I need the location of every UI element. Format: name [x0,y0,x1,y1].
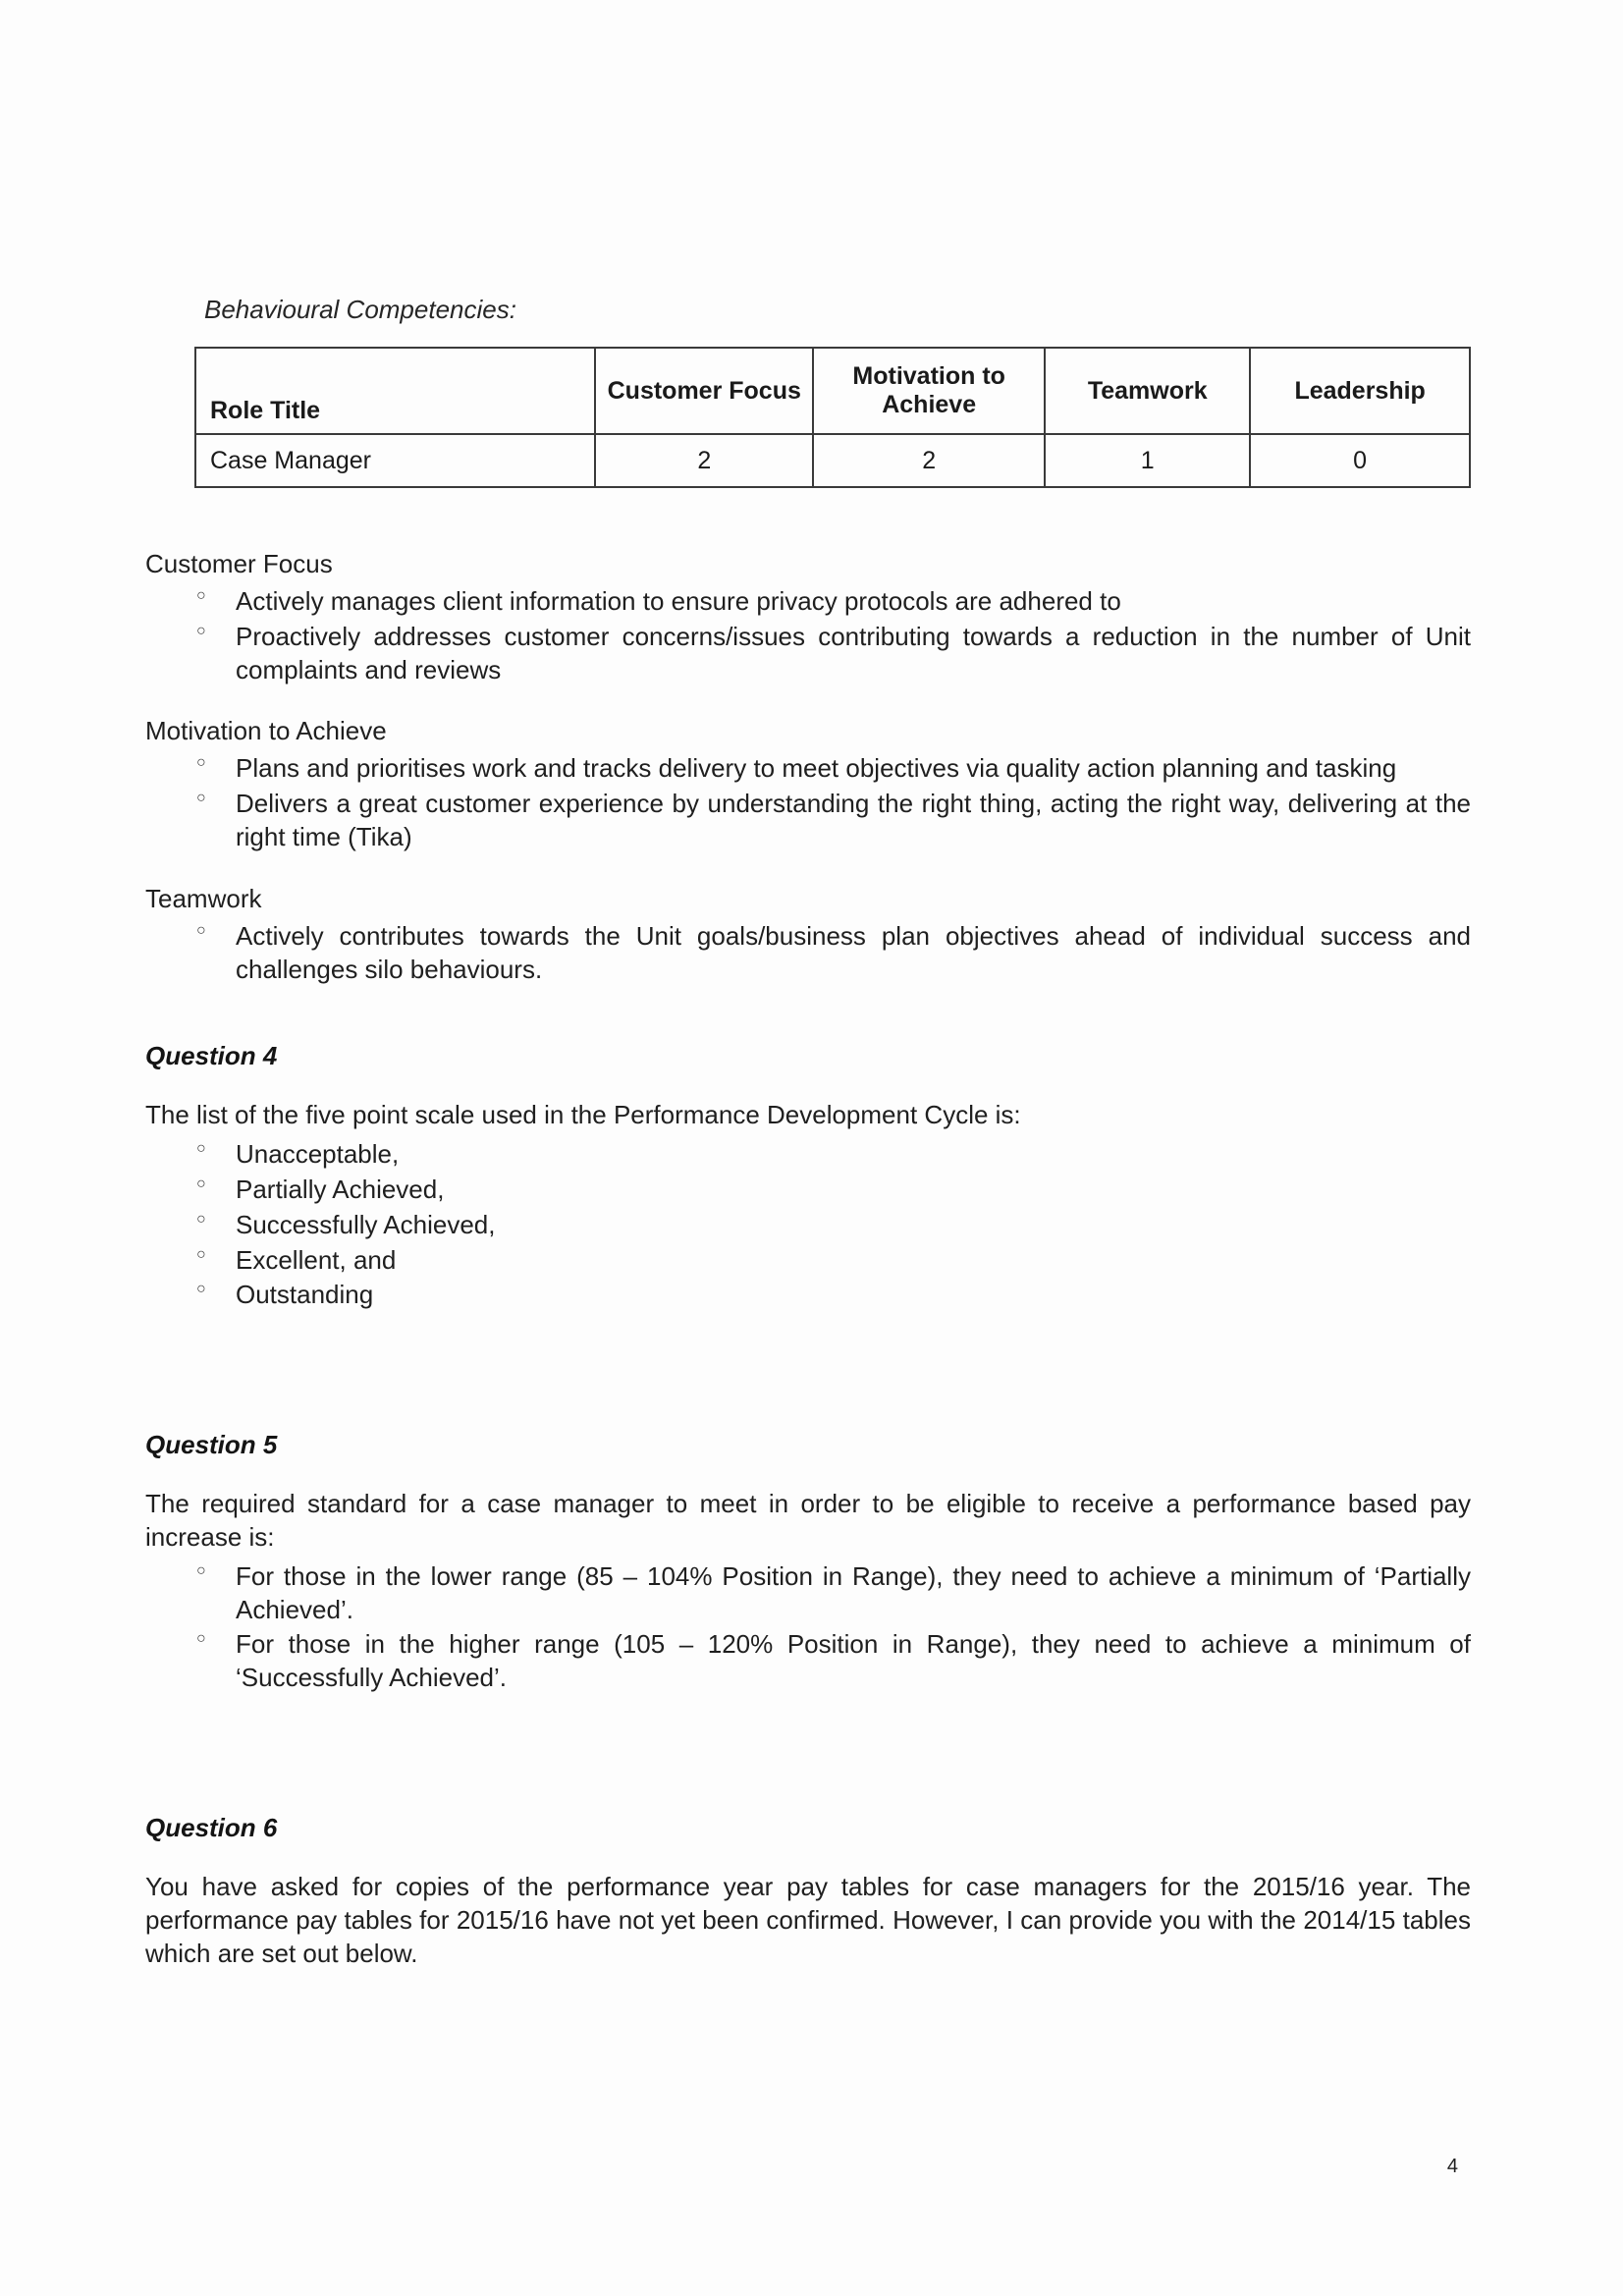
list-item: ○ Actively contributes towards the Unit goals/business plan objectives ahead of individual success and challenges silo behaviours. [145,920,1471,987]
question-4-bullet-list [145,1138,1471,1312]
behavioural-competencies-label: Behavioural Competencies: [204,295,516,324]
competency-bullet-list [145,585,1471,686]
question-5-intro: The required standard for a case manager to meet in order to be eligible to receive a performance based pay increase is: [145,1489,1471,1552]
competency-details [145,549,1471,986]
competency-bullet-list [145,752,1471,853]
spacer [145,1724,1471,1758]
page-number: 4 [1446,2156,1458,2177]
table-row [195,434,1470,487]
document-content [145,295,1471,1976]
column-header-customer-focus: Customer Focus [595,348,813,434]
list-item: ○ Successfully Achieved, [145,1209,1471,1242]
column-header-motivation-to-achieve: Motivation to Achieve [813,348,1045,434]
competency-motivation-to-achieve [145,716,1471,853]
competency-customer-focus [145,549,1471,686]
column-header-leadership: Leadership [1250,348,1470,434]
cell-motivation-to-achieve: 2 [813,434,1045,487]
column-header-role-title: Role Title [195,348,595,434]
competency-bullet-list [145,920,1471,987]
list-item: ○ Proactively addresses customer concerns/issues contributing towards a reduction in the number of Unit complaints and reviews [145,621,1471,687]
spacer [145,1341,1471,1375]
behavioural-competencies-table [194,347,1471,488]
cell-teamwork: 1 [1045,434,1250,487]
list-item: ○ Excellent, and [145,1244,1471,1278]
question-6-section [145,1813,1471,1970]
table-header-row [195,348,1470,434]
competency-heading: Customer Focus [145,549,333,578]
question-5-section [145,1430,1471,1695]
question-5-heading: Question 5 [145,1430,278,1460]
competency-heading: Teamwork [145,883,262,913]
cell-role-title: Case Manager [195,434,595,487]
list-item: ○ Plans and prioritises work and tracks delivery to meet objectives via quality action planning and tasking [145,752,1471,786]
question-5-bullet-list [145,1560,1471,1695]
competency-heading: Motivation to Achieve [145,716,387,746]
cell-leadership: 0 [1250,434,1470,487]
list-item: ○ Actively manages client information to ensure privacy protocols are adhered to [145,585,1471,619]
column-header-teamwork: Teamwork [1045,348,1250,434]
question-6-paragraph: You have asked for copies of the performance year pay tables for case managers for the 2015/16 year. The performance pay tables for 2015/16 have not yet been confirmed. However, I can provide you with the 2014/15 tables which are set out below. [145,1871,1471,1968]
list-item: ○ Delivers a great customer experience by understanding the right thing, acting the right way, delivering at the right time (Tika) [145,788,1471,854]
list-item: ○ For those in the lower range (85 – 104% Position in Range), they need to achieve a minimum of ‘Partially Achieved’. [145,1560,1471,1627]
list-item: ○ Partially Achieved, [145,1174,1471,1207]
cell-customer-focus: 2 [595,434,813,487]
list-item: ○ For those in the higher range (105 – 120% Position in Range), they need to achieve a minimum of ‘Successfully Achieved’. [145,1628,1471,1695]
question-4-section [145,1041,1471,1312]
competency-teamwork [145,884,1471,987]
list-item: ○ Outstanding [145,1279,1471,1312]
question-4-intro: The list of the five point scale used in the Performance Development Cycle is: [145,1100,1021,1130]
question-6-heading: Question 6 [145,1812,278,1842]
list-item: ○ Unacceptable, [145,1138,1471,1172]
question-4-heading: Question 4 [145,1041,278,1071]
